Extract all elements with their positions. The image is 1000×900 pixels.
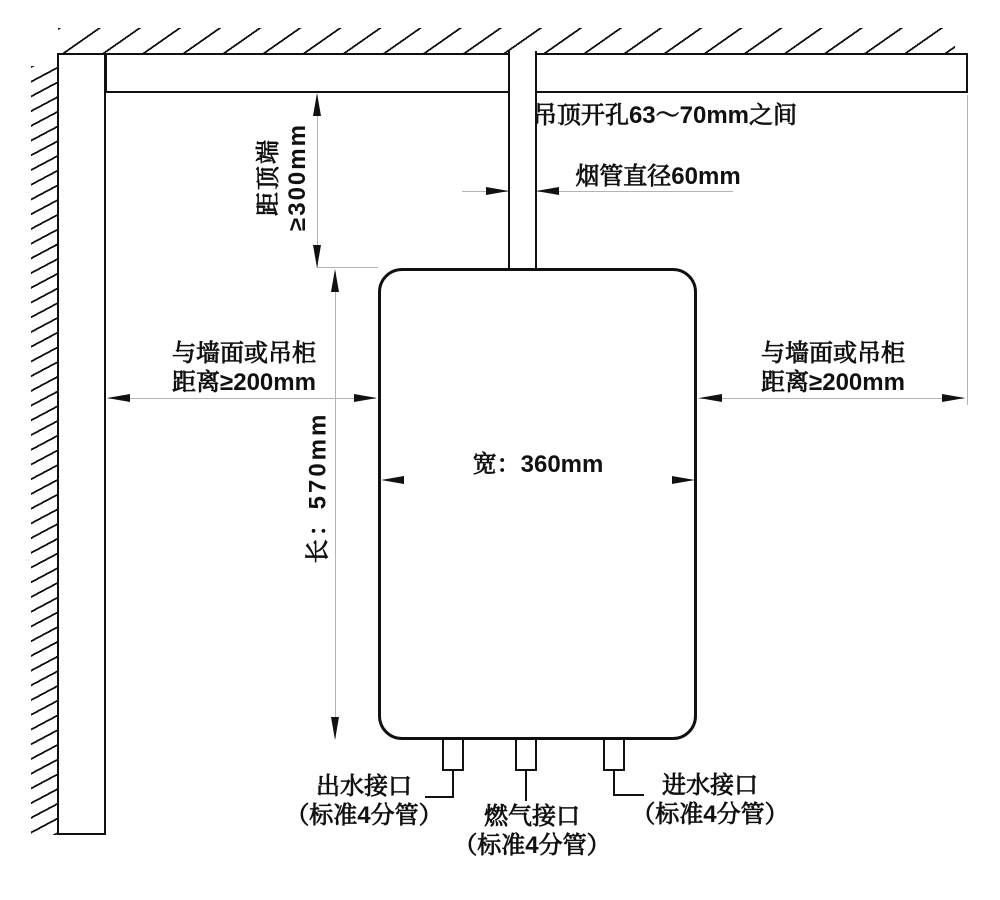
ceiling-hole-label: 吊顶开孔63～70mm之间 (532, 102, 798, 129)
right-clearance-label-line2: 距离≥200mm (761, 369, 905, 396)
inlet-stub (603, 740, 625, 771)
dim-line-left-clearance (108, 398, 376, 399)
top-clearance-label-line2: ≥300mm (284, 123, 311, 231)
left-clearance-label-line1: 与墙面或吊柜 (172, 340, 316, 367)
top-clearance-label-line1: 距顶端 (255, 138, 282, 216)
arrow-flue-diameter-left (486, 187, 509, 195)
inlet-label (610, 771, 810, 829)
left-clearance-label-line2: 距离≥200mm (172, 369, 316, 396)
arrow-top-clearance-up (313, 93, 321, 116)
outlet-label-line2: （标准4分管） (285, 802, 443, 829)
wall-hatch-pattern (31, 66, 57, 835)
outlet-label-line1: 出水接口 (316, 773, 412, 800)
arrow-top-clearance-down (313, 245, 321, 268)
outlet-stub (442, 740, 464, 771)
flue-pipe (508, 51, 537, 268)
arrow-body-height-down (331, 717, 339, 740)
dim-line-right-clearance (698, 398, 964, 399)
arrow-body-width-right (672, 476, 695, 484)
left-wall (57, 53, 106, 835)
top-clearance-label (254, 97, 312, 257)
ext-line-right-clearance (967, 95, 968, 405)
ext-line-top-clearance (317, 267, 378, 268)
body-height-label: 长：570mm (304, 411, 332, 564)
gas-label-line2: （标准4分管） (453, 832, 611, 859)
water-heater-body (378, 268, 697, 740)
left-clearance-label (124, 339, 364, 397)
inlet-label-line2: （标准4分管） (631, 801, 789, 828)
flue-diameter-label: 烟管直径60mm (575, 163, 741, 190)
right-clearance-label (713, 339, 953, 397)
right-clearance-label-line1: 与墙面或吊柜 (761, 340, 905, 367)
gas-label (432, 802, 632, 860)
gas-leader-vertical (525, 771, 527, 801)
gas-stub (515, 740, 537, 771)
arrow-body-width-left (381, 476, 404, 484)
gas-label-line1: 燃气接口 (484, 803, 580, 830)
dim-line-top-clearance (317, 95, 318, 267)
arrow-body-height-up (331, 269, 339, 292)
body-width-label: 宽：360mm (472, 451, 604, 478)
ceiling-hatch-pattern (58, 28, 955, 53)
inlet-label-line1: 进水接口 (662, 772, 758, 799)
